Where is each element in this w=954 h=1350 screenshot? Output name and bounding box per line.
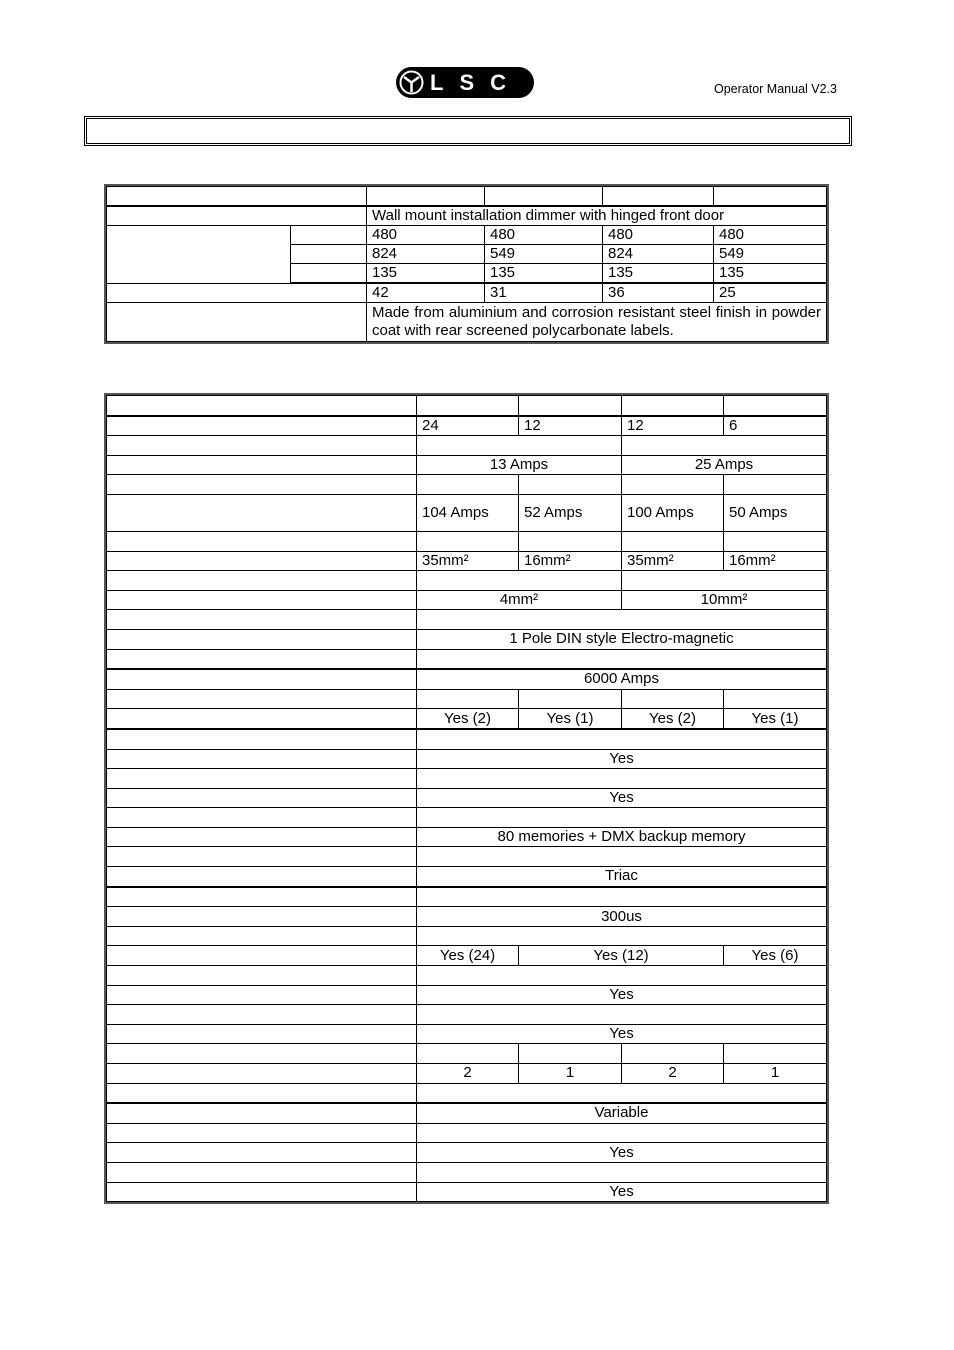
table-row xyxy=(107,709,827,729)
table-row xyxy=(107,475,827,495)
table-cell: Yes (12) xyxy=(519,946,724,966)
table-cell xyxy=(107,1103,417,1123)
table-row xyxy=(107,769,827,789)
table-cell xyxy=(107,946,417,966)
table-cell: 25 xyxy=(714,283,827,303)
table-cell xyxy=(107,1044,417,1064)
table-cell xyxy=(417,436,622,456)
table-cell xyxy=(622,531,724,551)
table-cell xyxy=(107,571,417,591)
title-box xyxy=(84,116,852,146)
table-row xyxy=(107,396,827,416)
table-cell: 13 Amps xyxy=(417,455,622,475)
table-cell xyxy=(724,396,827,416)
table-cell: Yes (2) xyxy=(417,709,519,729)
physical-specs-table xyxy=(106,186,827,342)
table-cell xyxy=(417,926,827,946)
table-cell: 1 Pole DIN style Electro-magnetic xyxy=(417,629,827,649)
table-row xyxy=(107,436,827,456)
table-cell: 2 xyxy=(622,1064,724,1084)
table-cell xyxy=(417,649,827,669)
table-row xyxy=(107,416,827,436)
table-row xyxy=(107,689,827,709)
table-cell xyxy=(291,226,367,245)
table-cell: Triac xyxy=(417,867,827,887)
table-cell: 2 xyxy=(417,1064,519,1084)
table-cell: 31 xyxy=(485,283,603,303)
table-cell: 1 xyxy=(724,1064,827,1084)
table-cell: 135 xyxy=(603,264,714,284)
table-cell xyxy=(417,1162,827,1182)
table-cell xyxy=(107,629,417,649)
table-cell xyxy=(107,729,417,749)
table-cell: Yes xyxy=(417,749,827,769)
table-cell xyxy=(107,1143,417,1163)
table-cell: Variable xyxy=(417,1103,827,1123)
table-row xyxy=(107,1123,827,1143)
table-cell xyxy=(107,985,417,1005)
table-cell xyxy=(714,187,827,207)
table-cell xyxy=(417,610,827,630)
table-cell: Yes (1) xyxy=(724,709,827,729)
table-cell xyxy=(107,669,417,689)
table-cell xyxy=(622,571,827,591)
table-cell: 50 Amps xyxy=(724,494,827,531)
table-cell xyxy=(107,1182,417,1202)
table-cell xyxy=(622,475,724,495)
table-cell xyxy=(622,689,724,709)
table-cell: 10mm² xyxy=(622,590,827,610)
table-cell xyxy=(107,907,417,927)
table-row xyxy=(107,531,827,551)
table-cell xyxy=(417,1044,519,1064)
table-cell xyxy=(107,847,417,867)
description-cell: Wall mount installation dimmer with hinged front door xyxy=(367,206,827,226)
table-cell xyxy=(519,1044,622,1064)
table-cell xyxy=(107,887,417,907)
table-cell xyxy=(417,847,827,867)
table-cell xyxy=(107,749,417,769)
table-cell xyxy=(417,966,827,986)
table-cell xyxy=(417,808,827,828)
table-cell xyxy=(107,436,417,456)
table-row xyxy=(107,455,827,475)
table-cell xyxy=(724,531,827,551)
table-cell: 135 xyxy=(714,264,827,284)
table-cell: 36 xyxy=(603,283,714,303)
table-cell xyxy=(107,283,367,303)
table-row xyxy=(107,649,827,669)
table-row xyxy=(107,551,827,571)
table-row xyxy=(107,1182,827,1202)
table-cell xyxy=(107,1162,417,1182)
table-row xyxy=(107,571,827,591)
table-cell xyxy=(724,1044,827,1064)
table-cell xyxy=(107,303,367,342)
table-row xyxy=(107,1143,827,1163)
table-cell xyxy=(417,729,827,749)
table-cell xyxy=(107,1064,417,1084)
table-cell xyxy=(107,649,417,669)
table-cell xyxy=(107,1123,417,1143)
table-cell: 52 Amps xyxy=(519,494,622,531)
table-cell xyxy=(107,475,417,495)
table-cell: 24 xyxy=(417,416,519,436)
table-row xyxy=(107,847,827,867)
table-row xyxy=(107,966,827,986)
table-cell: 480 xyxy=(714,226,827,245)
table-cell xyxy=(724,475,827,495)
table-cell: 480 xyxy=(603,226,714,245)
table-cell: 4mm² xyxy=(417,590,622,610)
table-row xyxy=(107,494,827,531)
manual-version: Operator Manual V2.3 xyxy=(714,82,837,96)
table-cell xyxy=(417,571,622,591)
table-row xyxy=(107,187,827,207)
table-cell: 135 xyxy=(367,264,485,284)
table-cell xyxy=(519,475,622,495)
table-cell: 480 xyxy=(367,226,485,245)
table-cell xyxy=(485,187,603,207)
table-row xyxy=(107,1044,827,1064)
table-cell: Yes (2) xyxy=(622,709,724,729)
table-cell xyxy=(622,436,827,456)
table-row xyxy=(107,1103,827,1123)
table-cell xyxy=(519,531,622,551)
table-cell: 12 xyxy=(622,416,724,436)
table-cell xyxy=(107,788,417,808)
table-cell: 824 xyxy=(603,245,714,264)
table-cell: 25 Amps xyxy=(622,455,827,475)
table-cell: 6 xyxy=(724,416,827,436)
table-cell xyxy=(107,206,367,226)
table-cell xyxy=(107,590,417,610)
table-cell xyxy=(417,1005,827,1025)
table-cell: Yes xyxy=(417,1182,827,1202)
table-row xyxy=(107,206,827,226)
table-cell: 1 xyxy=(519,1064,622,1084)
table-cell: 100 Amps xyxy=(622,494,724,531)
table-cell xyxy=(107,709,417,729)
table-cell xyxy=(107,551,417,571)
table-row xyxy=(107,1005,827,1025)
table-row xyxy=(107,985,827,1005)
table-row xyxy=(107,1162,827,1182)
lsc-logo xyxy=(396,67,534,98)
table-cell xyxy=(417,887,827,907)
table-cell xyxy=(367,187,485,207)
table-cell xyxy=(291,245,367,264)
table-cell: Yes (1) xyxy=(519,709,622,729)
construction-cell: Made from aluminium and corrosion resistant steel finish in powder coat with rear screened polycarbonate labels. xyxy=(367,303,827,342)
table-cell xyxy=(107,827,417,847)
table-row xyxy=(107,629,827,649)
table-row xyxy=(107,907,827,927)
table-cell xyxy=(622,1044,724,1064)
table-row xyxy=(107,226,827,245)
table-cell xyxy=(519,396,622,416)
table-cell xyxy=(622,396,724,416)
table-row xyxy=(107,283,827,303)
table-cell: 6000 Amps xyxy=(417,669,827,689)
table-cell: Yes xyxy=(417,788,827,808)
table-cell xyxy=(417,396,519,416)
table-cell xyxy=(107,494,417,531)
table-cell: 35mm² xyxy=(622,551,724,571)
table-cell xyxy=(417,531,519,551)
table-cell xyxy=(107,1024,417,1044)
table-row xyxy=(107,926,827,946)
table-row xyxy=(107,1064,827,1084)
table-cell: 80 memories + DMX backup memory xyxy=(417,827,827,847)
table-cell xyxy=(107,455,417,475)
table-cell xyxy=(107,610,417,630)
table-cell: Yes xyxy=(417,985,827,1005)
electrical-specs-table xyxy=(106,395,827,1202)
table-row xyxy=(107,749,827,769)
table-cell xyxy=(107,966,417,986)
table-cell xyxy=(603,187,714,207)
table-cell: 824 xyxy=(367,245,485,264)
table-cell xyxy=(107,396,417,416)
table-row xyxy=(107,303,827,342)
table-cell: 16mm² xyxy=(724,551,827,571)
table-cell xyxy=(107,1005,417,1025)
table-cell xyxy=(519,689,622,709)
table-cell: Yes xyxy=(417,1143,827,1163)
table-cell xyxy=(107,226,291,284)
table-cell: 480 xyxy=(485,226,603,245)
table-cell xyxy=(107,416,417,436)
table-cell: Yes (6) xyxy=(724,946,827,966)
table-row xyxy=(107,827,827,847)
table-cell xyxy=(291,264,367,284)
table-cell xyxy=(107,808,417,828)
table-cell: Yes (24) xyxy=(417,946,519,966)
table-row xyxy=(107,610,827,630)
table-cell xyxy=(107,531,417,551)
table-cell xyxy=(107,187,367,207)
table-cell xyxy=(107,1083,417,1103)
table-row xyxy=(107,887,827,907)
table-row xyxy=(107,788,827,808)
table-cell xyxy=(417,475,519,495)
table-cell: 549 xyxy=(714,245,827,264)
table-row xyxy=(107,946,827,966)
table-cell xyxy=(417,689,519,709)
table-cell: Yes xyxy=(417,1024,827,1044)
table-cell: 42 xyxy=(367,283,485,303)
table-cell: 16mm² xyxy=(519,551,622,571)
table-cell: 12 xyxy=(519,416,622,436)
table-row xyxy=(107,590,827,610)
table-row xyxy=(107,669,827,689)
table-row xyxy=(107,729,827,749)
table-cell: 104 Amps xyxy=(417,494,519,531)
table-row xyxy=(107,808,827,828)
table-cell xyxy=(107,926,417,946)
table-row xyxy=(107,1024,827,1044)
table-row xyxy=(107,867,827,887)
table-cell: 135 xyxy=(485,264,603,284)
svg-text:LSC: LSC xyxy=(430,70,522,95)
table-cell xyxy=(417,1083,827,1103)
table-cell xyxy=(724,689,827,709)
table-cell: 549 xyxy=(485,245,603,264)
table-cell xyxy=(417,1123,827,1143)
table-row xyxy=(107,1083,827,1103)
table-cell xyxy=(107,769,417,789)
table-cell xyxy=(107,867,417,887)
table-cell: 300us xyxy=(417,907,827,927)
table-cell xyxy=(417,769,827,789)
table-cell xyxy=(107,689,417,709)
table-cell: 35mm² xyxy=(417,551,519,571)
